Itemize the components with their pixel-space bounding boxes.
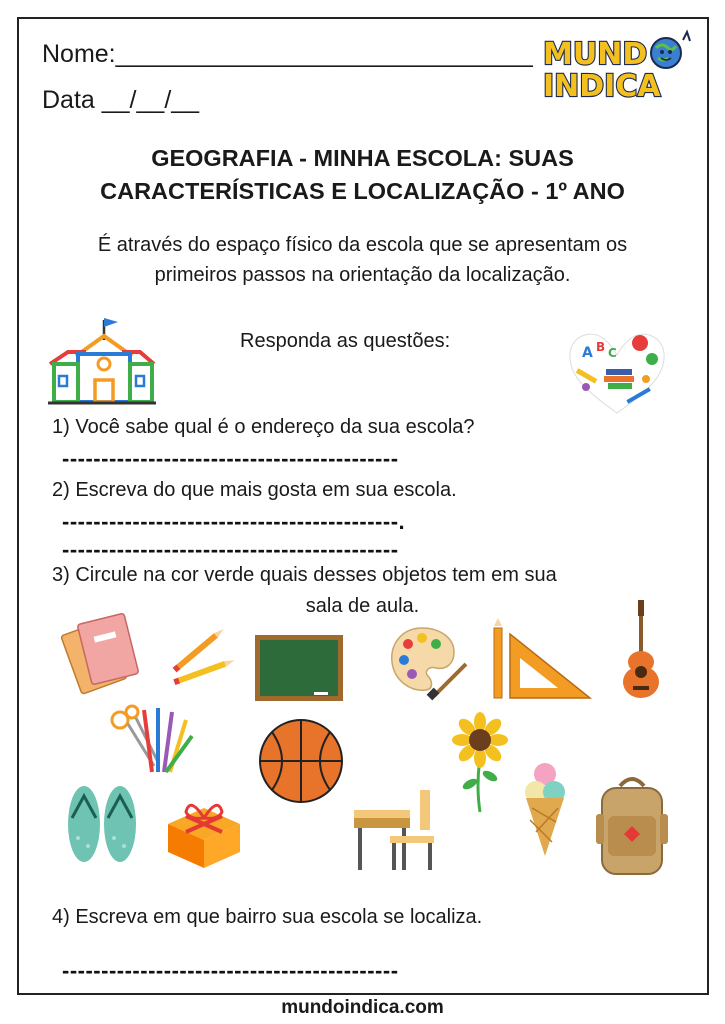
answer-line-2b[interactable]: ------------------------------------------- <box>62 537 399 562</box>
notebooks-icon[interactable] <box>64 612 146 694</box>
intro-line-1: É através do espaço físico da escola que se apresentam os <box>97 234 628 256</box>
instruction-text: Responda as questões: <box>240 330 451 352</box>
ice-cream-icon[interactable] <box>522 762 568 858</box>
question-3-line-2: sala de aula. <box>305 595 420 617</box>
backpack-icon[interactable] <box>594 774 670 878</box>
svg-text:MUND: MUND <box>543 37 648 72</box>
intro-line-2: primeiros passos na orientação da localização. <box>154 264 571 286</box>
answer-line-1[interactable]: ------------------------------------------- <box>62 446 399 471</box>
school-desk-icon[interactable] <box>350 786 440 872</box>
sunflower-icon[interactable] <box>450 712 510 814</box>
name-field[interactable]: Nome:______________________________ <box>42 40 533 68</box>
question-4: 4) Escreva em que bairro sua escola se localiza. <box>52 906 483 928</box>
gift-box-icon[interactable] <box>162 794 246 870</box>
svg-text:INDICA: INDICA <box>543 69 661 104</box>
title-line-1: GEOGRAFIA - MINHA ESCOLA: SUAS <box>151 145 574 171</box>
ruler-triangle-icon[interactable] <box>490 624 596 702</box>
svg-text:A: A <box>582 345 593 361</box>
svg-text:B: B <box>596 340 606 354</box>
chalkboard-icon[interactable] <box>254 634 344 702</box>
intro-text <box>30 230 695 290</box>
answer-line-4[interactable]: ------------------------------------------- <box>62 958 399 983</box>
question-1: 1) Você sabe qual é o endereço da sua escola? <box>52 416 475 438</box>
answer-line-2a[interactable]: -------------------------------------------. <box>62 509 406 534</box>
flip-flops-icon[interactable] <box>64 782 140 866</box>
svg-text:C: C <box>608 346 617 360</box>
school-building-icon <box>46 314 158 406</box>
school-supplies-heart-icon <box>566 325 668 417</box>
question-3-line-1: 3) Circule na cor verde quais desses objetos tem em sua <box>52 564 557 586</box>
worksheet-title <box>30 142 695 208</box>
question-2: 2) Escreva do que mais gosta em sua escola. <box>52 479 457 501</box>
pencils-icon[interactable] <box>170 620 240 690</box>
scissors-brushes-icon[interactable] <box>108 706 194 776</box>
date-field[interactable]: Data __/__/__ <box>42 86 200 114</box>
mundo-indica-logo <box>538 32 698 104</box>
guitar-icon[interactable] <box>616 598 666 702</box>
title-line-2: CARACTERÍSTICAS E LOCALIZAÇÃO - 1º ANO <box>100 178 625 204</box>
footer-url[interactable]: mundoindica.com <box>281 997 444 1018</box>
paint-palette-icon[interactable] <box>388 624 470 704</box>
basketball-icon[interactable] <box>258 718 344 804</box>
